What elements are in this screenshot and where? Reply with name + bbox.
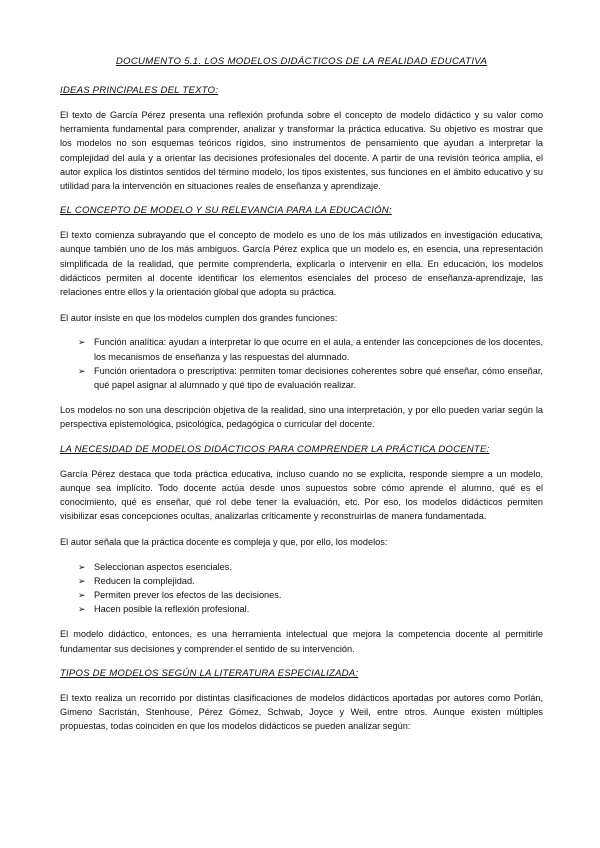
- paragraph: García Pérez destaca que toda práctica educativa, incluso cuando no se explicita, responde siempre a un modelo, aunque sea implícito. Todo docente actúa desde unos supuestos sobre cómo aprende el alumno, qué es el conocimiento, qué es enseñar, qué rol debe tener la evaluación, etc. Por eso, los modelos didácticos permiten visibilizar esas concepciones ocultas, analizarlas críticamente y reconstruirlas de manera fundamentada.: [60, 468, 543, 522]
- section-tipos: [60, 668, 543, 734]
- paragraph: El modelo didáctico, entonces, es una herramienta intelectual que mejora la competencia docente al permitirle fundamentar sus decisiones y comprender el sentido de su intervención.: [60, 629, 543, 654]
- list-item-text: Hacen posible la reflexión profesional.: [94, 604, 250, 615]
- document-title: DOCUMENTO 5.1. LOS MODELOS DIDÁCTICOS DE LA REALIDAD EDUCATIVA: [115, 56, 488, 67]
- section-necesidad: [60, 444, 543, 656]
- paragraph: Los modelos no son una descripción objetiva de la realidad, sino una interpretación, y por ello pueden variar según la perspectiva epistemológica, psicológica, pedagógica o curricular del docente.: [60, 405, 543, 430]
- arrow-bullet-icon: ➢: [78, 337, 86, 348]
- section-heading-necesidad: LA NECESIDAD DE MODELOS DIDÁCTICOS PARA COMPRENDER LA PRÁCTICA DOCENTE:: [60, 443, 490, 455]
- arrow-bullet-icon: ➢: [78, 365, 86, 376]
- list-item: [78, 364, 543, 392]
- arrow-bullet-icon: ➢: [78, 561, 86, 572]
- section-heading-concepto: EL CONCEPTO DE MODELO Y SU RELEVANCIA PARA LA EDUCACIÓN:: [60, 205, 392, 217]
- list-item: [78, 560, 543, 574]
- paragraph: El autor señala que la práctica docente es compleja y que, por ello, los modelos:: [60, 537, 388, 548]
- section-heading-ideas: IDEAS PRINCIPALES DEL TEXTO:: [60, 85, 219, 96]
- list-item-text: Función orientadora o prescriptiva: permiten tomar decisiones coherentes sobre qué enseñar, cómo enseñar, qué papel asignar al alumnado y qué tipo de evaluación realizar.: [94, 365, 543, 391]
- paragraph: El texto comienza subrayando que el concepto de modelo es uno de los más utilizados en investigación educativa, aunque también uno de los más ambiguos. García Pérez explica que un modelo es, en esencia, una representación simplificada de la realidad, que permite comprenderla, explicarla o intervenir en ella. En educación, los modelos didácticos permiten al docente identificar los elementos esenciales del proceso de enseñanza-aprendizaje, las relaciones entre ellos y la orientación global que adopta su práctica.: [60, 230, 543, 298]
- arrow-bullet-icon: ➢: [78, 604, 86, 615]
- list-item-text: Función analítica: ayudan a interpretar lo que ocurre en el aula, a entender las concepciones de los docentes, los mecanismos de enseñanza y las respuestas del alumnado.: [94, 337, 543, 362]
- list-item: [78, 574, 543, 588]
- bullet-list: [60, 335, 543, 392]
- paragraph: El autor insiste en que los modelos cumplen dos grandes funciones:: [60, 313, 338, 324]
- section-ideas: [60, 85, 543, 193]
- list-item: [78, 588, 543, 602]
- paragraph: El texto de García Pérez presenta una reflexión profunda sobre el concepto de modelo didáctico y su valor como herramienta fundamental para comprender, analizar y transformar la práctica educativa. Su objetivo es mostrar que los modelos no son esquemas teóricos rígidos, sino instrumentos de pensamiento que ayudan a interpretar la complejidad del aula y a orientar las decisiones profesionales del docente. A partir de una revisión teórica amplia, el autor explica los distintos sentidos del término modelo, los tipos existentes, sus funciones en el ámbito educativo y su utilidad para la intervención en situaciones reales de enseñanza y aprendizaje.: [60, 110, 543, 192]
- bullet-list: [60, 560, 543, 617]
- paragraph: El texto realiza un recorrido por distintas clasificaciones de modelos didácticos aportadas por autores como Porlán, Gimeno Sacristán, Stenhouse, Pérez Gómez, Schwab, Joyce y Weil, entre otros. Aunque existen múltiples propuestas, todas coinciden en que los modelos didácticos se pueden analizar según:: [60, 692, 543, 732]
- list-item: [78, 602, 543, 616]
- list-item-text: Seleccionan aspectos esenciales.: [94, 561, 232, 572]
- section-heading-tipos: TIPOS DE MODELOS SEGÚN LA LITERATURA ESPECIALIZADA:: [60, 667, 359, 679]
- section-concepto: [60, 205, 543, 431]
- arrow-bullet-icon: ➢: [78, 590, 86, 601]
- arrow-bullet-icon: ➢: [78, 575, 86, 586]
- list-item-text: Permiten prever los efectos de las decisiones.: [94, 590, 282, 601]
- list-item-text: Reducen la complejidad.: [94, 575, 195, 586]
- list-item: [78, 335, 543, 363]
